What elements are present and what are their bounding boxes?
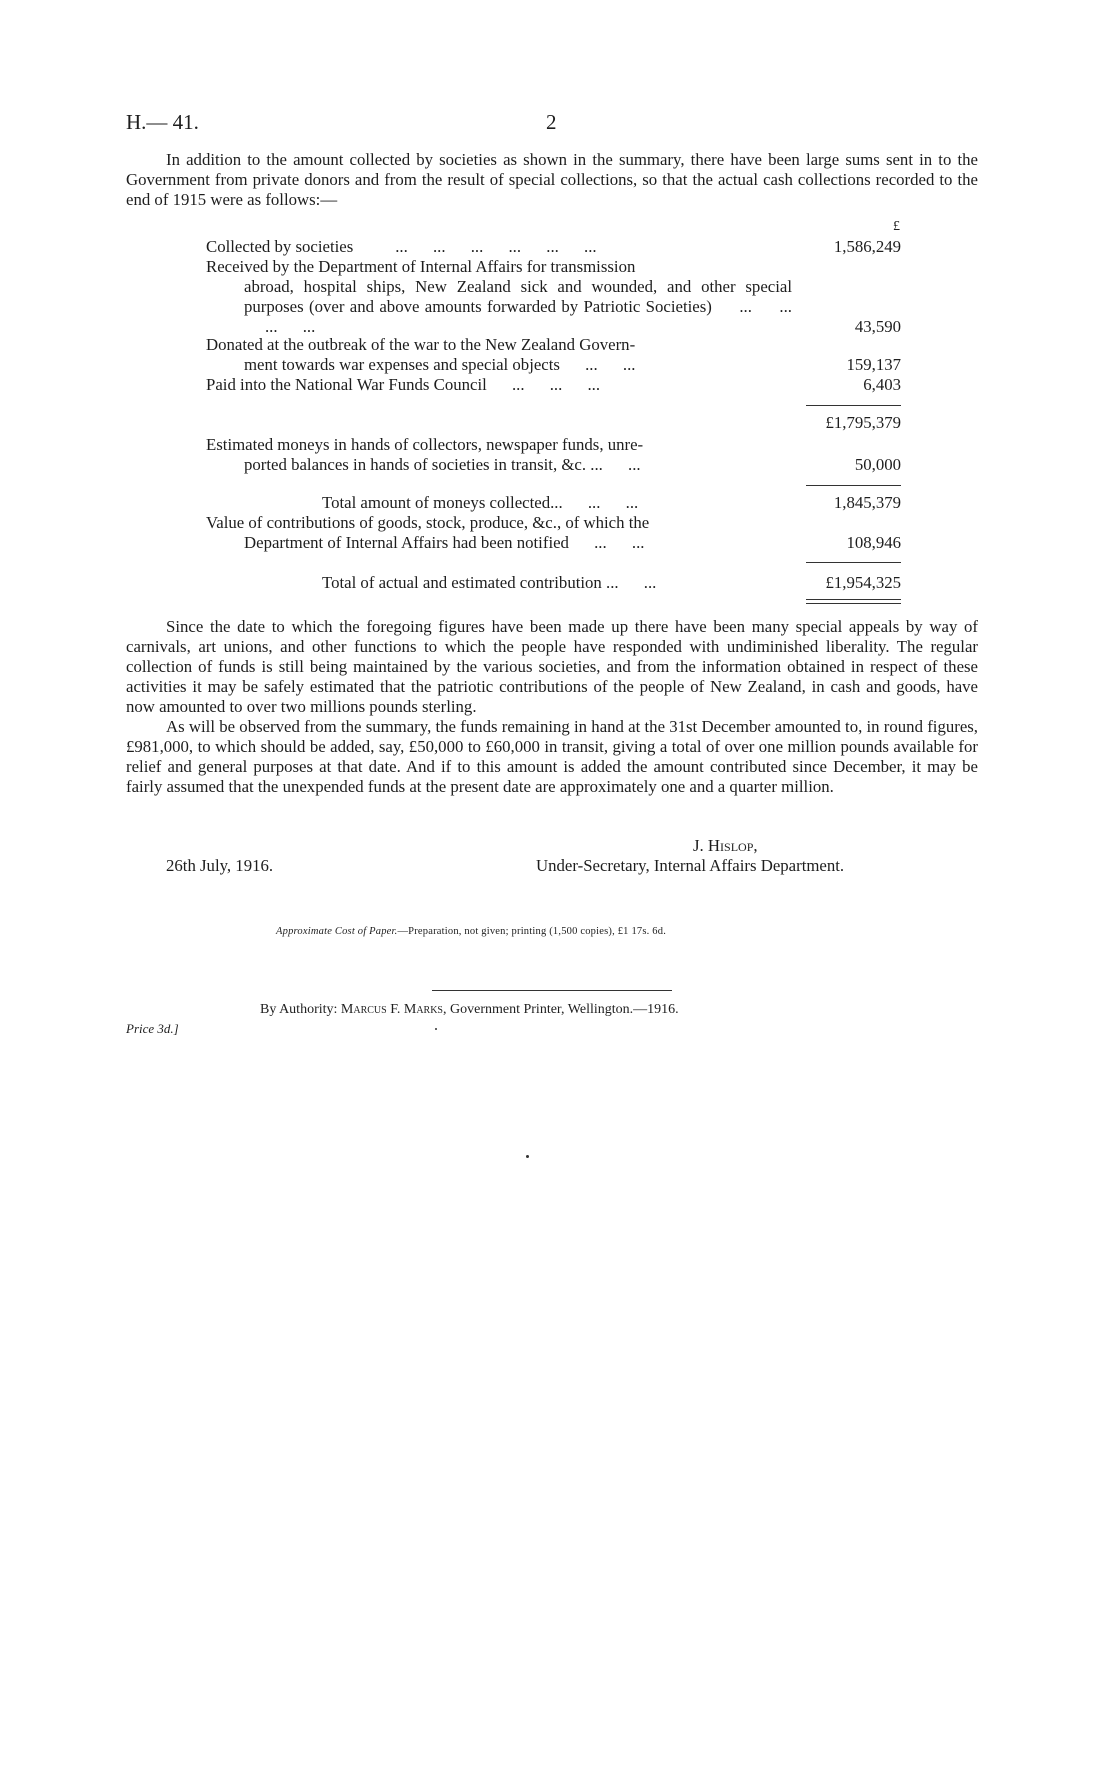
currency-column-header: £ [893, 219, 900, 234]
row-amount: 159,137 [846, 355, 901, 374]
grand-total-row [206, 573, 901, 593]
row-label-first: Estimated moneys in hands of collectors, newspaper funds, unre- [206, 435, 644, 454]
print-speck [526, 1155, 529, 1158]
signature-date: 26th July, 1916. [166, 856, 274, 875]
row-label-cont: abroad, hospital ships, New Zealand sick and wounded, and other special purposes (over and above amounts forwarded by Patriotic Societies) ... ... ... ... [244, 277, 792, 336]
sum-rule [806, 485, 901, 486]
sum-rule [806, 562, 901, 563]
body-paragraph-1: Since the date to which the foregoing figures have been made up there have been many special appeals by way of carnivals, art unions, and other functions to which the people have responded with undiminished liberality. The regular collection of funds is still being maintained by the various societies, and from the information obtained in respect of these activities it may be safely estimated that the patriotic contributions of the people of New Zealand, in cash and goods, have now amounted to over two millions pounds sterling. [126, 617, 978, 716]
row-label-cont: Department of Internal Affairs had been notified ... ... [244, 533, 645, 552]
double-rule-top [806, 599, 901, 600]
row-amount: 43,590 [854, 317, 901, 336]
signatory-title: Under-Secretary, Internal Affairs Department. [536, 856, 845, 875]
body-section [126, 617, 978, 797]
print-speck [435, 1028, 437, 1030]
row-amount: 6,403 [863, 375, 901, 394]
document-code: H.— 41. [126, 110, 199, 134]
row-amount: 1,586,249 [833, 237, 901, 256]
row-amount: 108,946 [846, 533, 901, 552]
table-row [206, 335, 901, 375]
price: Price 3d.] [126, 1021, 179, 1036]
total-collected-amount: 1,845,379 [833, 493, 901, 512]
row-label-cont: ported balances in hands of societies in transit, &c. ... ... [244, 455, 641, 474]
table-row [206, 257, 901, 337]
table-row [206, 237, 901, 257]
total-collected-label: Total amount of moneys collected... ... ... [322, 493, 639, 512]
row-label-cont: ment towards war expenses and special objects ... ... [244, 355, 636, 374]
row-label: Paid into the National War Funds Council ... ... ... [206, 375, 601, 394]
intro-paragraph: In addition to the amount collected by societies as shown in the summary, there have been large sums sent in to the Government from private donors and from the result of special collections, so that the actual cash collections recorded to the end of 1915 were as follows:— [126, 150, 978, 209]
row-label [206, 335, 792, 375]
footer-rule [432, 990, 672, 991]
row-amount: 50,000 [854, 455, 901, 474]
printer-name: Marcus F. Marks, [340, 1002, 447, 1017]
row-label [206, 257, 792, 337]
row-label [206, 435, 792, 475]
intro-section [126, 150, 978, 210]
table-row [206, 375, 901, 395]
row-label-first: Value of contributions of goods, stock, produce, &c., of which the [206, 513, 650, 532]
total-collected-row [206, 493, 901, 513]
page-number: 2 [546, 110, 557, 134]
signatory-name: J. Hislop, [693, 836, 758, 855]
table-row [206, 513, 901, 553]
row-label: Collected by societies ... ... ... ... ... ... [206, 237, 597, 256]
subtotal-row [206, 413, 901, 433]
body-paragraph-2: As will be observed from the summary, the funds remaining in hand at the 31st December amounted to, in round figures, £981,000, to which should be added, say, £50,000 to £60,000 in transit, giving a total of over one million pounds available for relief and general purposes at that date. And if to this amount is added the amount contributed since December, it may be fairly assumed that the unexpended funds at the present date are approximately one and a quarter million. [126, 717, 978, 796]
authority-prefix: By Authority: [260, 1002, 338, 1017]
cost-note-label: Approximate Cost of Paper. [276, 926, 398, 937]
row-label-first: Donated at the outbreak of the war to the New Zealand Govern- [206, 335, 636, 354]
row-label [206, 513, 792, 553]
subtotal-amount: £1,795,379 [825, 413, 901, 432]
grand-total-amount: £1,954,325 [825, 573, 901, 592]
double-rule-bottom [806, 603, 901, 604]
printer-authority [260, 1002, 679, 1018]
cost-note [276, 926, 666, 937]
cost-note-text: —Preparation, not given; printing (1,500 copies), £1 17s. 6d. [397, 926, 667, 937]
table-row [206, 435, 901, 475]
sum-rule [806, 405, 901, 406]
grand-total-label: Total of actual and estimated contribution ... ... [322, 573, 657, 592]
authority-suffix: Government Printer, Wellington.—1916. [450, 1002, 679, 1017]
row-label-first: Received by the Department of Internal Affairs for transmission [206, 257, 636, 276]
